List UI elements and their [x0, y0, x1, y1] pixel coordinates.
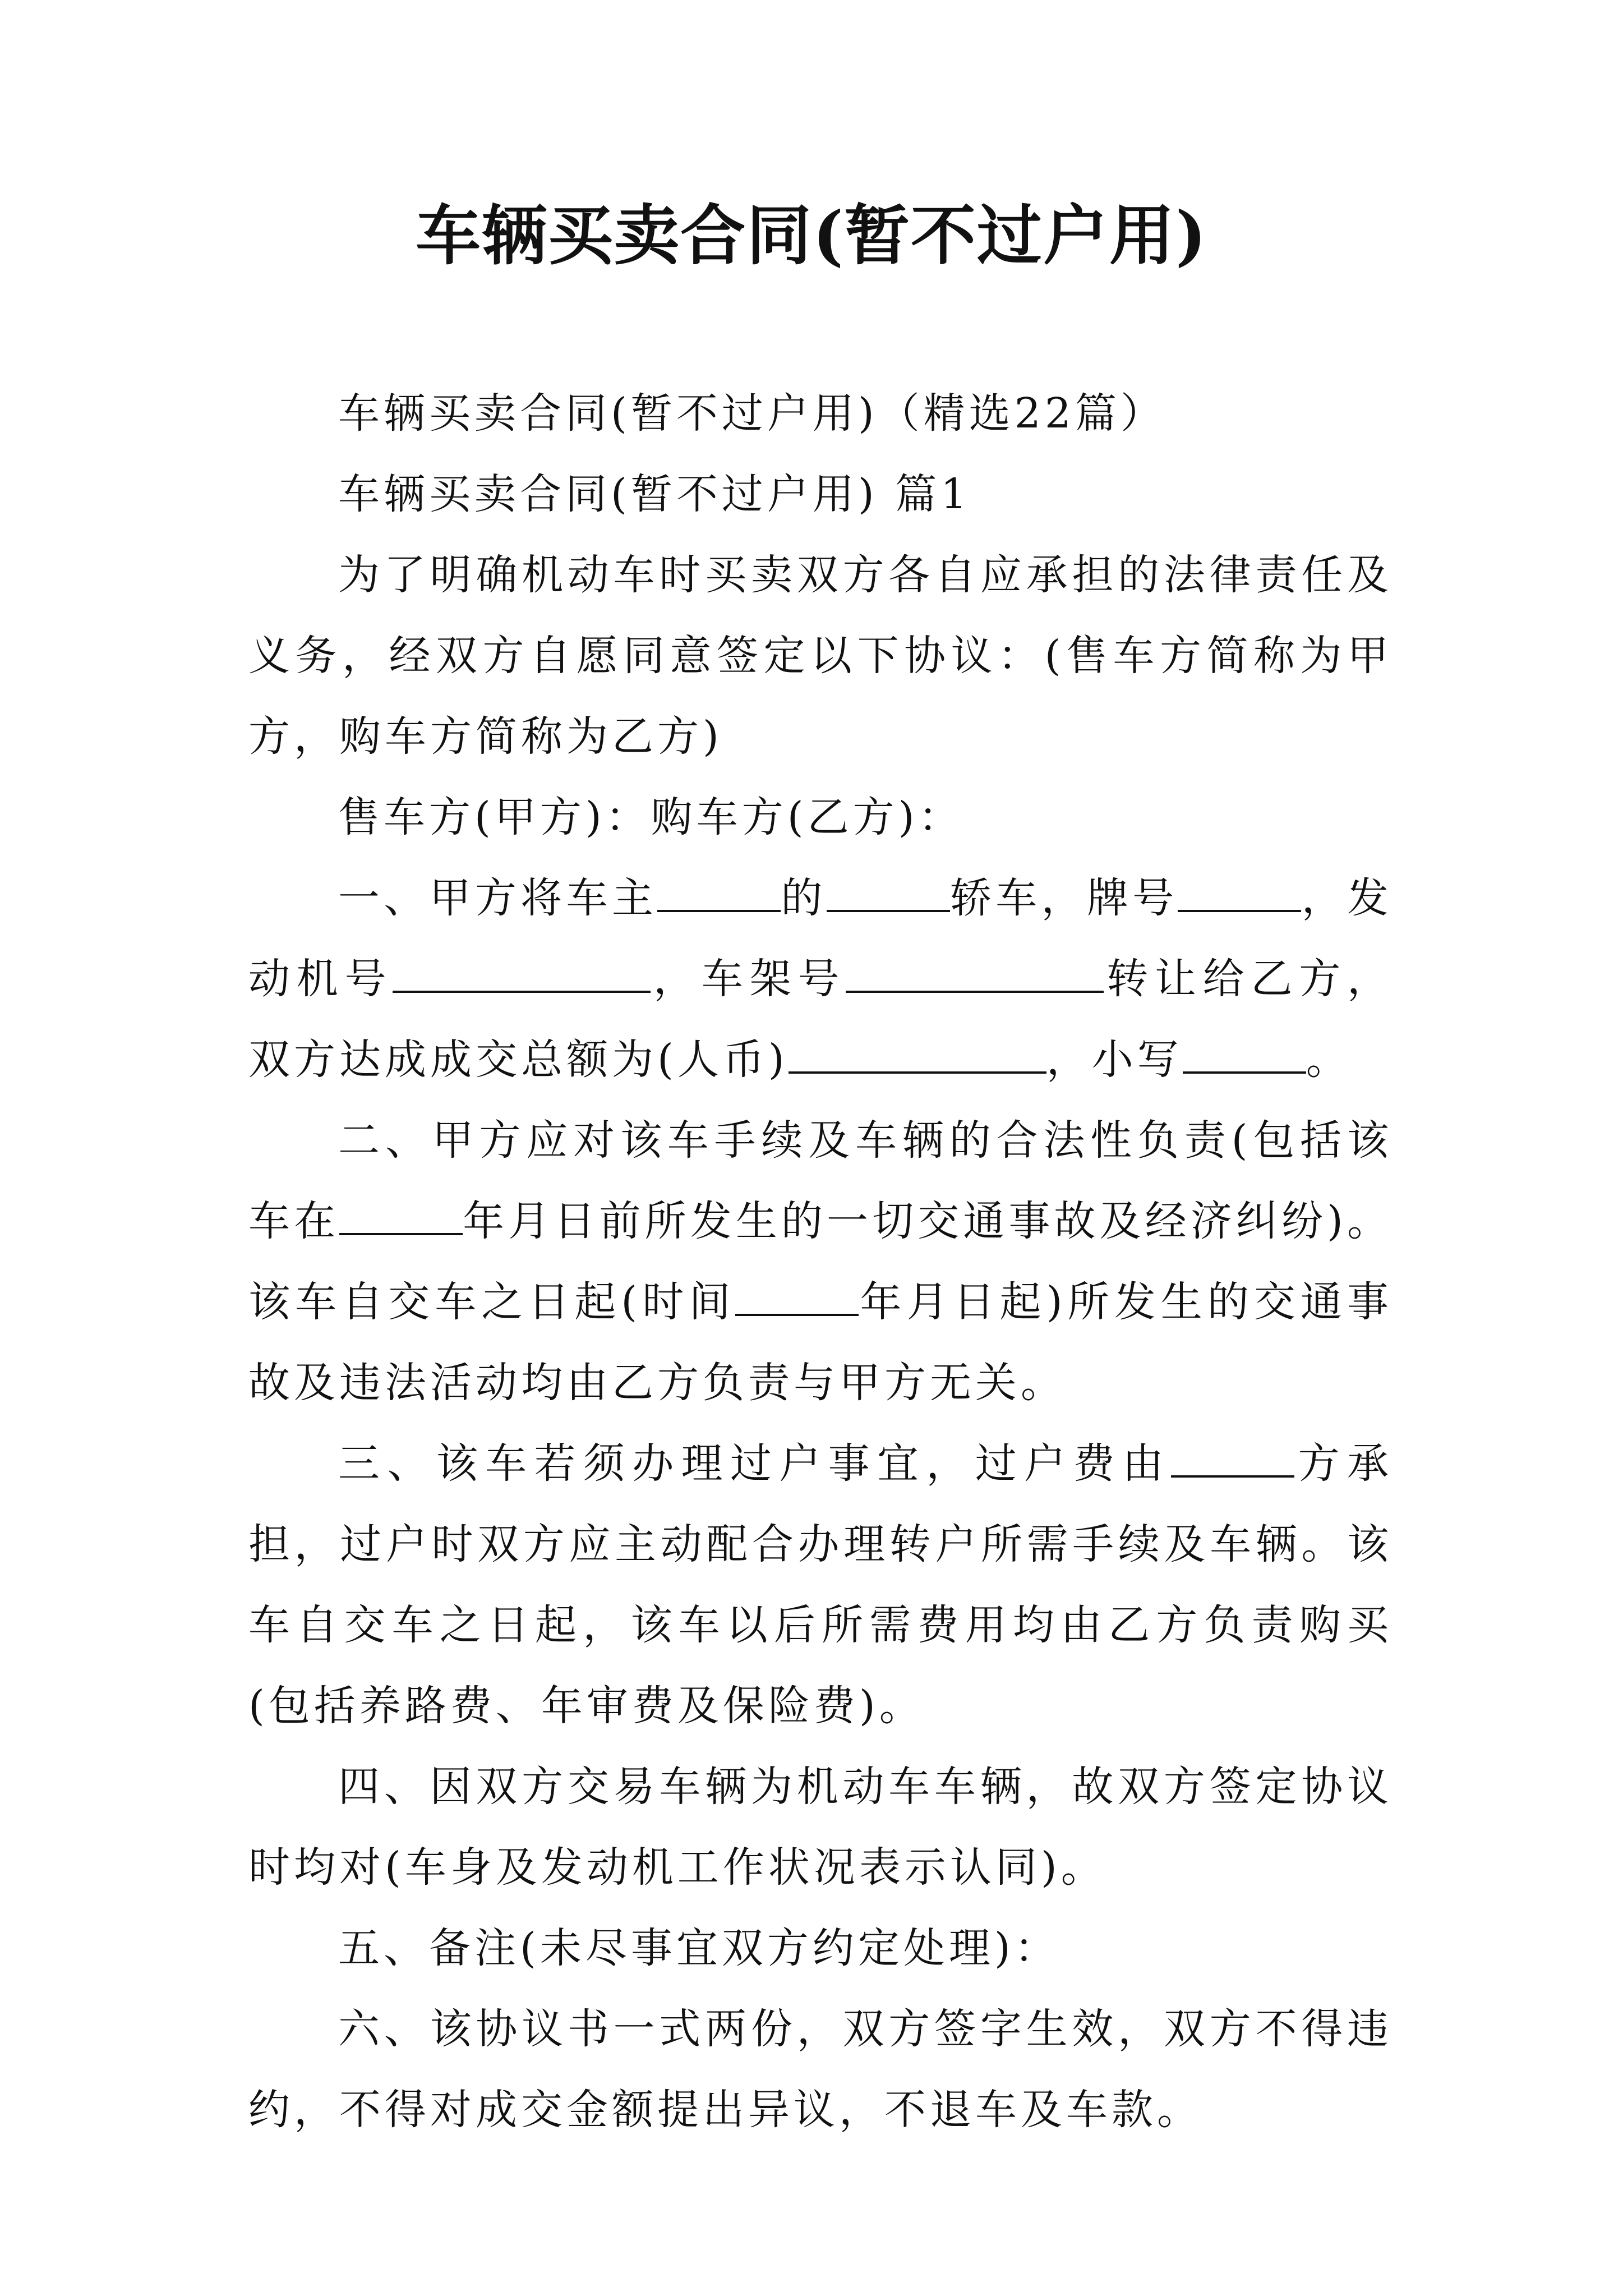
engine-number-blank — [393, 956, 651, 993]
clause-1-text: ，小写 — [1046, 1036, 1183, 1084]
clause-3-text: 方承担，过户时双方应主动配合办理转户所需手续及车辆。该车自交车之日起，该车以后所需费用均由乙方负责购买(包括养路费、年审费及保险费)。 — [248, 1439, 1393, 1730]
frame-number-blank — [846, 956, 1104, 993]
clause-2 — [248, 1100, 1393, 1423]
clause-4: 四、因双方交易车辆为机动车车辆，故双方签定协议时均对(车身及发动机工作状况表示认同)。 — [248, 1763, 1393, 1892]
section-heading: 车辆买卖合同(暂不过户用) 篇1 — [338, 470, 971, 518]
document-subtitle: 车辆买卖合同(暂不过户用)（精选22篇） — [338, 389, 1166, 438]
intro-paragraph: 为了明确机动车时买卖双方各自应承担的法律责任及义务，经双方自愿同意签定以下协议：(售车方简称为甲方，购车方简称为乙方) — [248, 551, 1393, 761]
car-model-blank — [827, 875, 950, 912]
clause-5: 五、备注(未尽事宜双方约定处理)： — [338, 1924, 1060, 1972]
clause-1-text: ，车架号 — [651, 955, 846, 1003]
document-title: 车辆买卖合同(暂不过户用) — [416, 197, 1207, 274]
clause-6: 六、该协议书一式两份，双方签字生效，双方不得违约，不得对成交金额提出异议，不退车及车款。 — [248, 2005, 1393, 2134]
clause-1-text: 一、甲方将车主 — [338, 874, 658, 922]
date-before-blank — [339, 1198, 463, 1235]
parties-line: 售车方(甲方)：购车方(乙方)： — [338, 793, 964, 841]
clause-3-text: 三、该车若须办理过户事宜，过户费由 — [338, 1439, 1172, 1488]
clause-1 — [248, 858, 1393, 1100]
clause-1-text: 的 — [781, 874, 827, 922]
clause-1-text: 。 — [1306, 1036, 1352, 1084]
clause-2-text: 年月日起)所发生的交通事故及违法活动均由乙方负责与甲方无关。 — [248, 1278, 1393, 1407]
transfer-fee-party-blank — [1171, 1441, 1294, 1478]
clause-3 — [248, 1423, 1393, 1746]
clause-2-text: 年月日前所发生的一切交通事故及经济纠纷)。该车自交车之日起(时间 — [248, 1197, 1393, 1326]
plate-number-blank — [1178, 875, 1301, 912]
clause-2-text: 二、甲方应对该车手续及车辆的合法性负责(包括该车在 — [248, 1116, 1393, 1245]
owner-blank — [657, 875, 781, 912]
amount-lowercase-blank — [1183, 1037, 1306, 1074]
clause-1-text: ，发动机号 — [248, 874, 1393, 1003]
document-body — [248, 373, 1393, 2150]
clause-1-text: 转让给乙方，双方达成成交总额为(人币) — [248, 955, 1393, 1084]
clause-1-text: 轿车，牌号 — [949, 874, 1178, 922]
handover-date-blank — [735, 1279, 859, 1316]
total-amount-blank — [789, 1037, 1046, 1074]
